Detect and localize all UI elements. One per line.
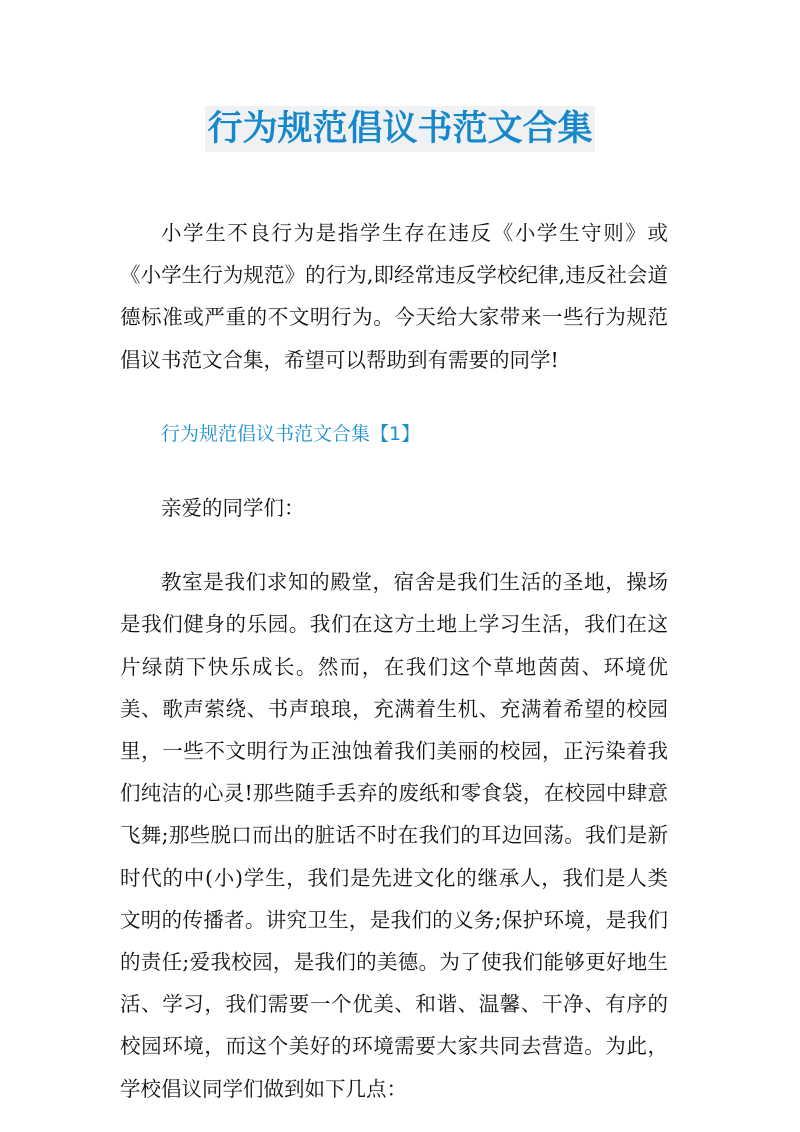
body-paragraph: 教室是我们求知的殿堂，宿舍是我们生活的圣地，操场是我们健身的乐园。我们在这方土地上学习生活，我们在这片绿荫下快乐成长。然而，在我们这个草地茵茵、环境优美、歌声萦绕、书声琅琅，充满着生机、充满着希望的校园里，一些不文明行为正浊蚀着我们美丽的校园，正污染着我们纯洁的心灵!那些随手丢弃的废纸和零食袋，在校园中肆意飞舞;那些脱口而出的脏话不时在我们的耳边回荡。我们是新时代的中(小)学生，我们是先进文化的继承人，我们是人类文明的传播者。讲究卫生，是我们的义务;保护环境，是我们的责任;爱我校园，是我们的美德。为了使我们能够更好地生活、学习，我们需要一个优美、和谐、温馨、干净、有序的校园环境，而这个美好的环境需要大家共同去营造。为此，学校倡议同学们做到如下几点：: [120, 570, 668, 1101]
section-heading: 行为规范倡议书范文合集【1】: [161, 422, 421, 445]
salutation: 亲爱的同学们：: [161, 496, 305, 521]
paragraph-spacer: [120, 529, 668, 561]
title-container: [0, 106, 800, 152]
intro-paragraph: 小学生不良行为是指学生存在违反《小学生守则》或《小学生行为规范》的行为,即经常违反学校纪律,违反社会道德标准或严重的不文明行为。今天给大家带来一些行为规范倡议书范文合集，希望可以帮助到有需要的同学!: [120, 221, 668, 372]
paragraph-spacer: [120, 455, 668, 487]
paragraph-spacer: [120, 381, 668, 413]
document-title: 行为规范倡议书范文合集: [205, 106, 594, 152]
document-body: [120, 212, 668, 1110]
